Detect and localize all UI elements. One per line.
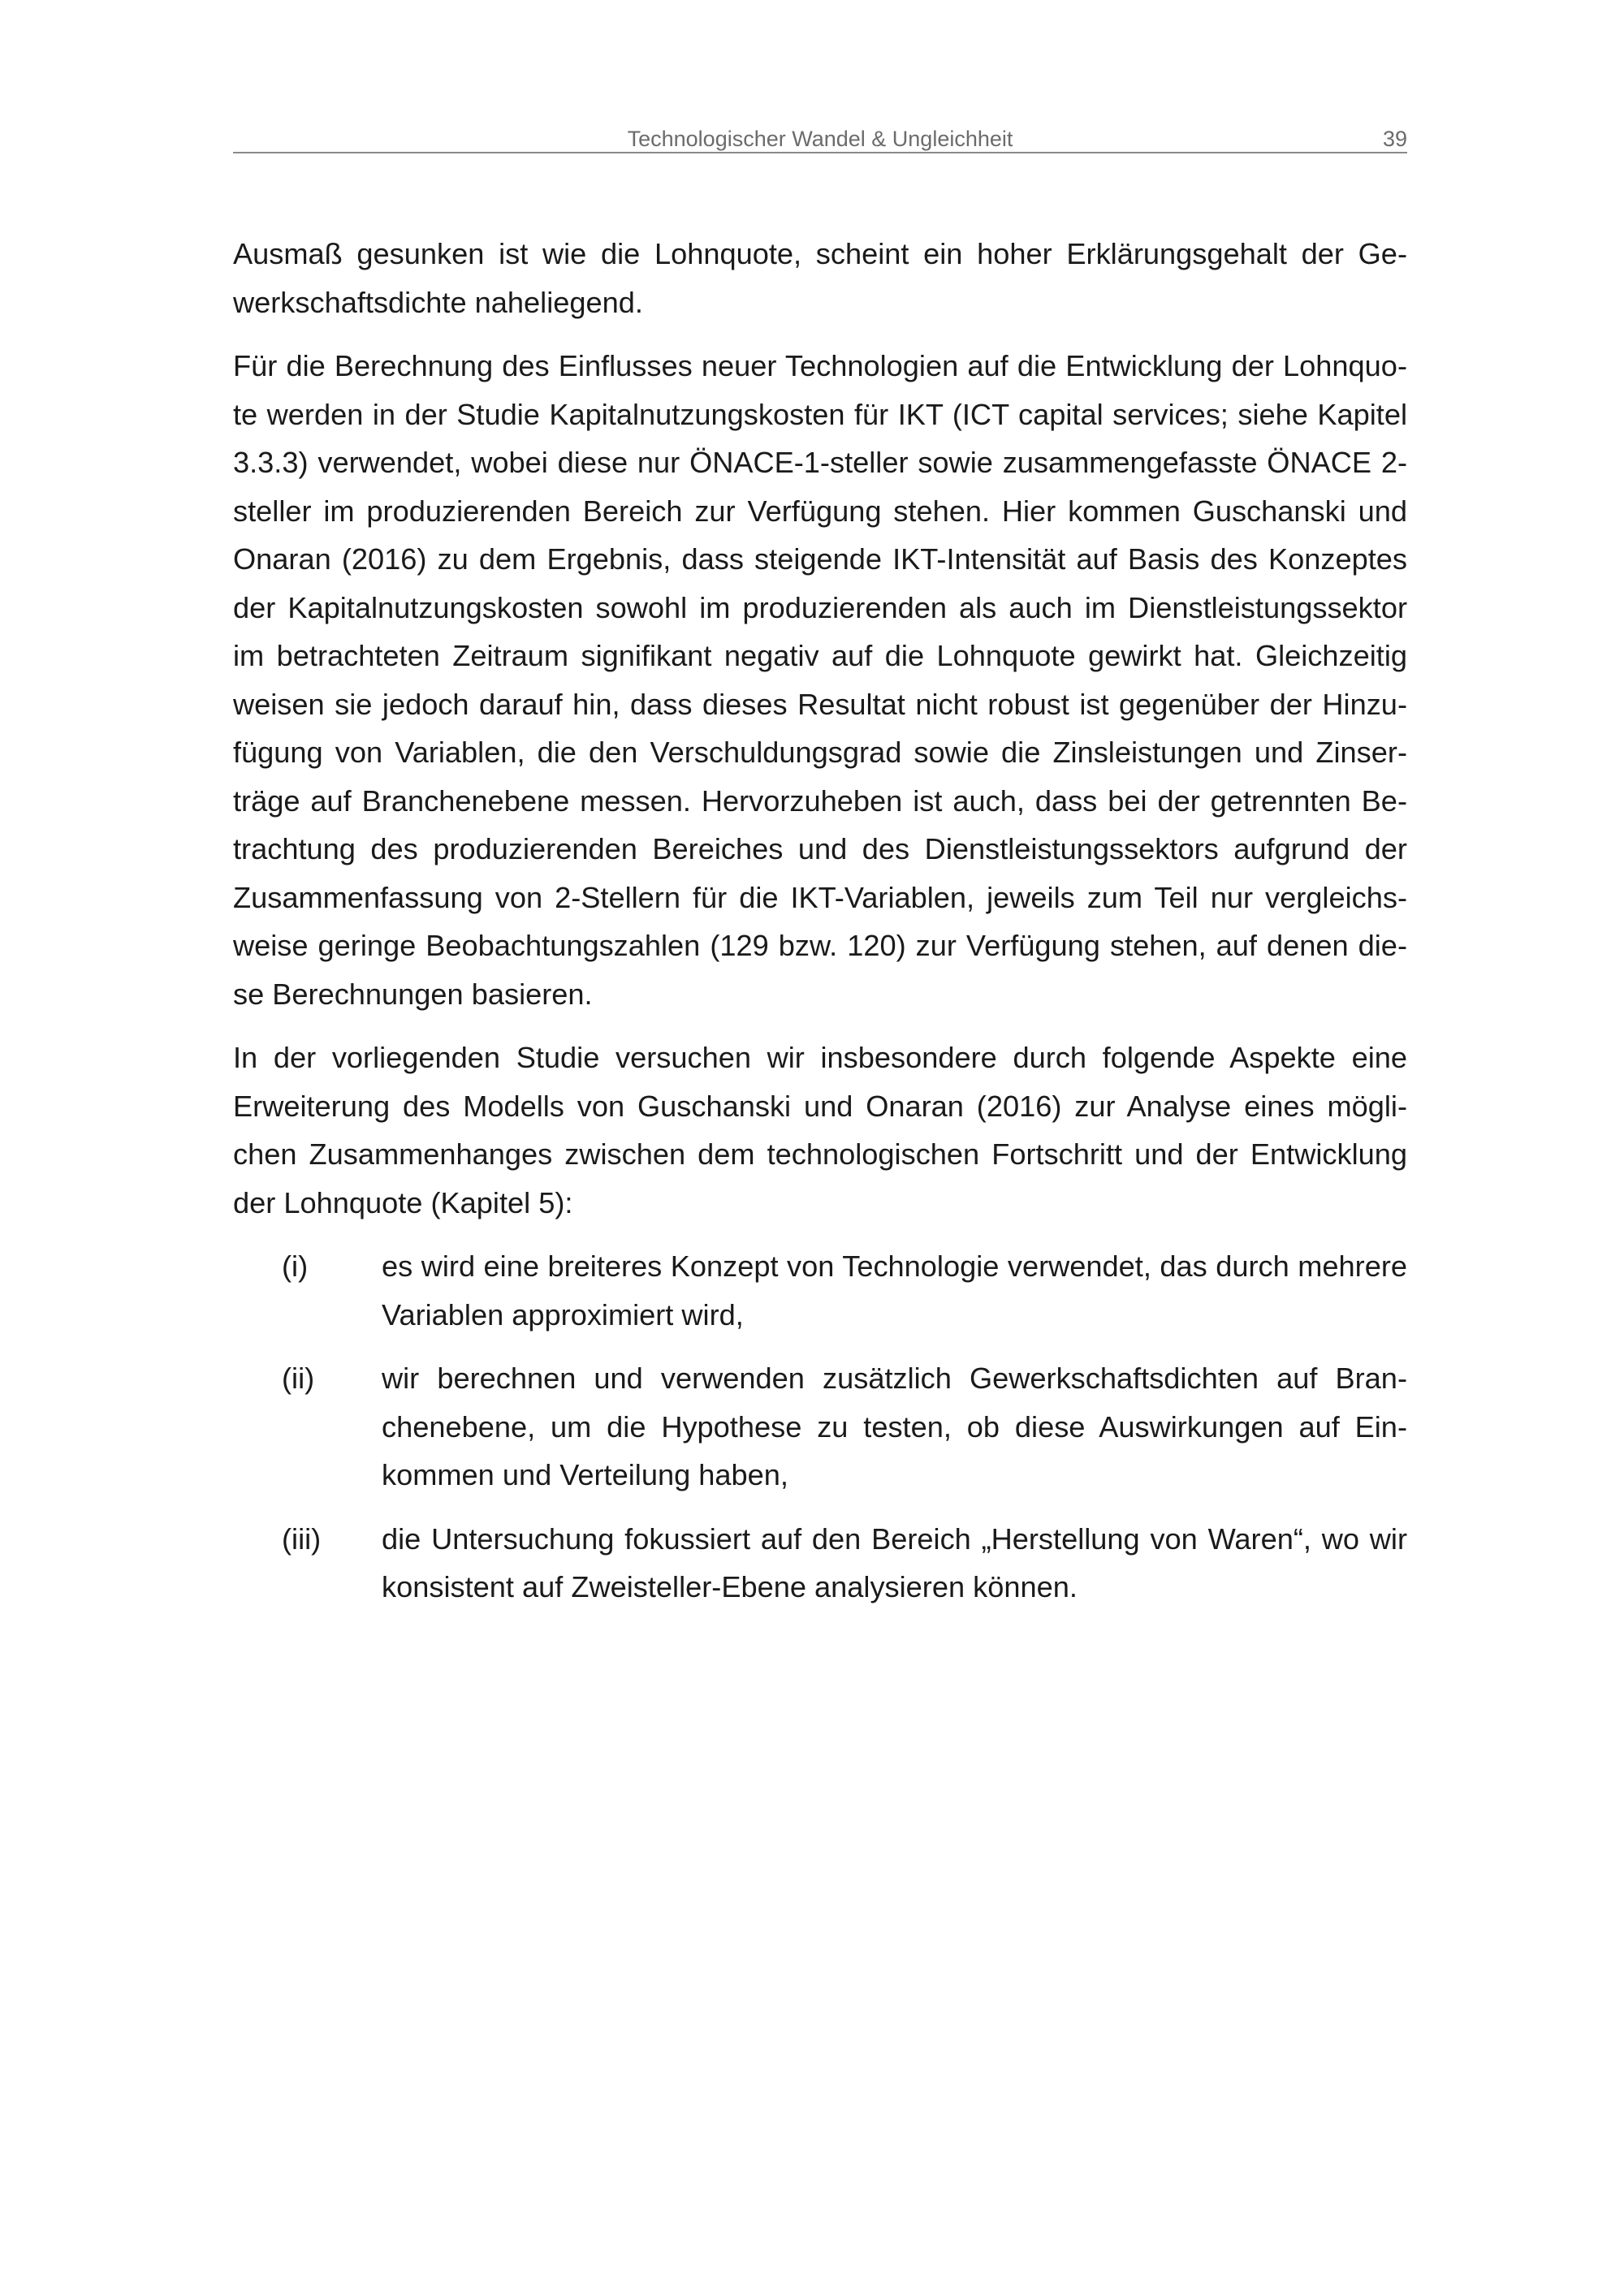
list-item-text: die Untersuchung fokussiert auf den Bereich „Herstellung von Waren“, wo wir konsistent auf Zweisteller-Ebene analysieren können.: [382, 1521, 1407, 1603]
paragraph-1: Ausmaß gesunken ist wie die Lohnquote, scheint ein hoher Erklärungsgehalt der Gewerkschaftsdichte naheliegend.: [233, 237, 1407, 319]
list-item-text: es wird eine breiteres Konzept von Technologie verwendet, das durch mehrere Variablen approximiert wird,: [382, 1249, 1407, 1331]
page-header: [233, 126, 1407, 153]
list-marker: (ii): [282, 1362, 315, 1395]
list-item: [233, 1354, 1407, 1500]
list-marker: (i): [282, 1249, 309, 1283]
paragraph-2: Für die Berechnung des Einflusses neuer Technologien auf die Entwicklung der Lohnquote werden in der Studie Kapitalnutzungskosten für IKT (ICT capital services; siehe Kapitel 3.3.3) verwendet, wobei diese nur ÖNACE-1-steller sowie zusammengefasste ÖNACE 2-steller im produzierenden Bereich zur Verfügung stehen. Hier kommen Guschanski und Onaran (2016) zu dem Ergebnis, dass steigende IKT-Intensität auf Basis des Konzeptes der Kapitalnutzungskosten sowohl im produzierenden als auch im Dienstleistungssektor im betrachteten Zeitraum signifikant negativ auf die Lohnquote gewirkt hat. Gleichzeitig weisen sie jedoch darauf hin, dass dieses Resultat nicht robust ist gegenüber der Hinzufügung von Variablen, die den Verschuldungsgrad sowie die Zinsleistungen und Zinserträge auf Branchenebene messen. Hervorzuheben ist auch, dass bei der getrennten Betrachtung des produzierenden Bereiches und des Dienstleistungssektors aufgrund der Zusammenfassung von 2-Stellern für die IKT-Variablen, jeweils zum Teil nur vergleichsweise geringe Beobachtungszahlen (129 bzw. 120) zur Verfügung stehen, auf denen diese Berechnungen basieren.: [233, 349, 1407, 1011]
main-text: [233, 230, 1407, 1627]
running-header-title: Technologischer Wandel & Ungleichheit: [627, 127, 1013, 151]
list-item: [233, 1515, 1407, 1612]
list-marker: (iii): [282, 1521, 322, 1556]
list-item: [233, 1242, 1407, 1339]
page-number: 39: [1382, 127, 1407, 151]
paragraph-3: In der vorliegenden Studie versuchen wir insbesondere durch folgende Aspekte eine Erweiterung des Modells von Guschanski und Onaran (2016) zur Analyse eines möglichen Zusammenhanges zwischen dem technologischen Fortschritt und der Entwicklung der Lohnquote (Kapitel 5):: [233, 1041, 1407, 1219]
aspects-list: [233, 1242, 1407, 1612]
list-item-text: wir berechnen und verwenden zusätzlich Gewerkschaftsdichten auf Branchenebene, um die Hypothese zu testen, ob diese Auswirkungen auf Einkommen und Verteilung haben,: [382, 1362, 1407, 1491]
